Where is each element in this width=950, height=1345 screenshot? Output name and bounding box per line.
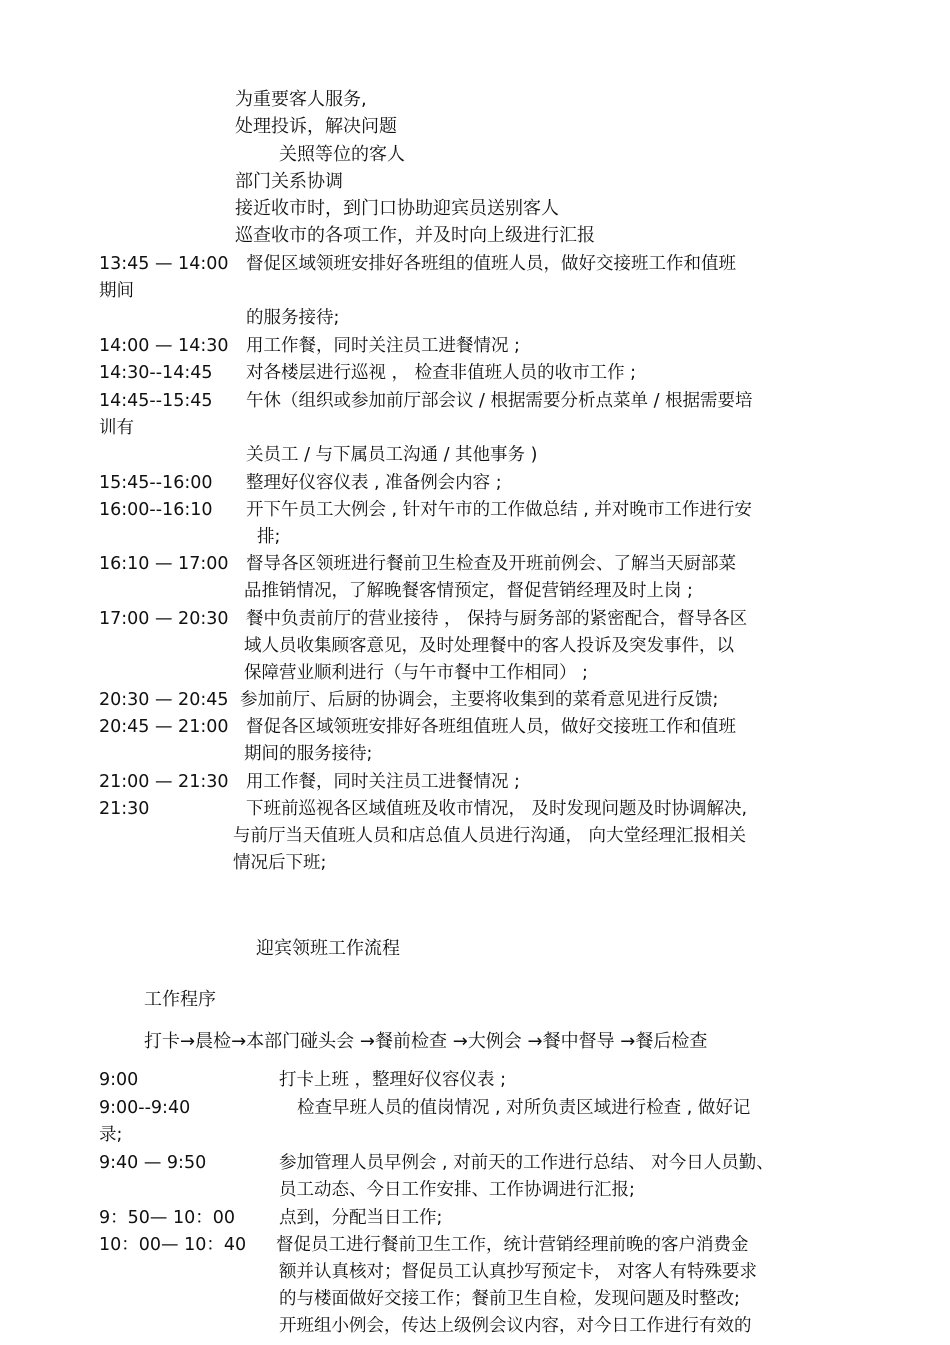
- text-line: 域人员收集顾客意见，及时处理餐中的客人投诉及突发事件，以: [244, 636, 734, 656]
- text-line: 督促区域领班安排好各班组的值班人员，做好交接班工作和值班: [246, 254, 736, 274]
- text-line: 用工作餐，同时关注员工进餐情况 ;: [246, 336, 520, 356]
- text-line: 参加管理人员早例会 , 对前天的工作进行总结、 对今日人员勤、: [279, 1153, 774, 1173]
- time-label: 9：50— 10：00: [99, 1208, 236, 1228]
- time-label: 15:45--16:00: [99, 473, 213, 493]
- text-line: 检查早班人员的值岗情况 , 对所负责区域进行检查 , 做好记: [297, 1098, 751, 1118]
- time-label: 13:45 — 14:00: [99, 254, 229, 274]
- text-line: 督导各区领班进行餐前卫生检查及开班前例会、了解当天厨部菜: [246, 554, 736, 574]
- time-label: 14:45--15:45: [99, 391, 213, 411]
- text-line: 对各楼层进行巡视 ， 检查非值班人员的收市工作 ;: [246, 363, 637, 383]
- text-line: 期间: [99, 281, 134, 301]
- section-title: 迎宾领班工作流程: [256, 938, 400, 959]
- text-line: 午休（组织或参加前厅部会议 / 根据需要分析点菜单 / 根据需要培: [246, 391, 753, 411]
- text-line: 保障营业顺利进行（与午市餐中工作相同） ;: [244, 663, 588, 683]
- time-label: 20:30 — 20:45: [99, 690, 229, 710]
- text-line: 的服务接待;: [246, 308, 340, 328]
- text-line: 用工作餐，同时关注员工进餐情况 ;: [246, 772, 520, 792]
- text-line: 品推销情况，了解晚餐客情预定，督促营销经理及时上岗 ;: [244, 581, 693, 601]
- time-label: 14:30--14:45: [99, 363, 213, 383]
- text-line: 整理好仪容仪表 , 准备例会内容 ;: [246, 473, 502, 493]
- text-line: 训有: [99, 418, 134, 438]
- text-line: 点到，分配当日工作;: [279, 1208, 443, 1228]
- time-label: 17:00 — 20:30: [99, 609, 229, 629]
- text-line: 处理投诉，解决问题: [235, 116, 397, 137]
- text-line: 排;: [257, 527, 281, 547]
- process-flow: 打卡→晨检→本部门碰头会 →餐前检查 →大例会 →餐中督导 →餐后检查: [144, 1031, 708, 1052]
- text-line: 下班前巡视各区域值班及收市情况， 及时发现问题及时协调解决,: [246, 799, 748, 819]
- text-line: 打卡上班 ，整理好仪容仪表 ;: [279, 1070, 507, 1090]
- time-label: 9:00: [99, 1070, 139, 1090]
- text-line: 情况后下班;: [233, 853, 327, 873]
- text-line: 参加前厅、后厨的协调会，主要将收集到的菜肴意见进行反馈;: [240, 690, 719, 710]
- text-line: 为重要客人服务,: [235, 89, 367, 110]
- time-label: 16:10 — 17:00: [99, 554, 229, 574]
- text-line: 开下午员工大例会 , 针对午市的工作做总结 , 并对晚市工作进行安: [246, 500, 752, 520]
- text-line: 与前厅当天值班人员和店总值人员进行沟通， 向大堂经理汇报相关: [233, 826, 747, 846]
- text-line: 录;: [99, 1125, 123, 1145]
- time-label: 9:40 — 9:50: [99, 1153, 207, 1173]
- subsection-title: 工作程序: [144, 989, 216, 1010]
- text-line: 餐中负责前厅的营业接待 ， 保持与厨务部的紧密配合，督导各区: [246, 609, 748, 629]
- time-label: 16:00--16:10: [99, 500, 213, 520]
- text-line: 接近收市时，到门口协助迎宾员送别客人: [235, 198, 559, 219]
- text-line: 督促各区域领班安排好各班组值班人员，做好交接班工作和值班: [246, 717, 736, 737]
- text-line: 员工动态、今日工作安排、工作协调进行汇报;: [279, 1180, 635, 1200]
- text-line: 期间的服务接待;: [244, 744, 373, 764]
- text-line: 关员工 / 与下属员工沟通 / 其他事务 ): [246, 445, 538, 465]
- time-label: 9:00--9:40: [99, 1098, 191, 1118]
- time-label: 21:30: [99, 799, 150, 819]
- time-label: 20:45 — 21:00: [99, 717, 229, 737]
- text-line: 督促员工进行餐前卫生工作，统计营销经理前晚的客户消费金: [276, 1235, 749, 1255]
- time-label: 14:00 — 14:30: [99, 336, 229, 356]
- text-line: 部门关系协调: [235, 171, 343, 192]
- text-line: 的与楼面做好交接工作；餐前卫生自检，发现问题及时整改;: [279, 1289, 740, 1309]
- text-line: 巡查收市的各项工作，并及时向上级进行汇报: [235, 225, 595, 246]
- time-label: 21:00 — 21:30: [99, 772, 229, 792]
- text-line: 关照等位的客人: [279, 144, 405, 165]
- time-label: 10：00— 10：40: [99, 1235, 247, 1255]
- text-line: 开班组小例会，传达上级例会议内容，对今日工作进行有效的: [279, 1316, 752, 1336]
- text-line: 额并认真核对；督促员工认真抄写预定卡， 对客人有特殊要求: [279, 1262, 758, 1282]
